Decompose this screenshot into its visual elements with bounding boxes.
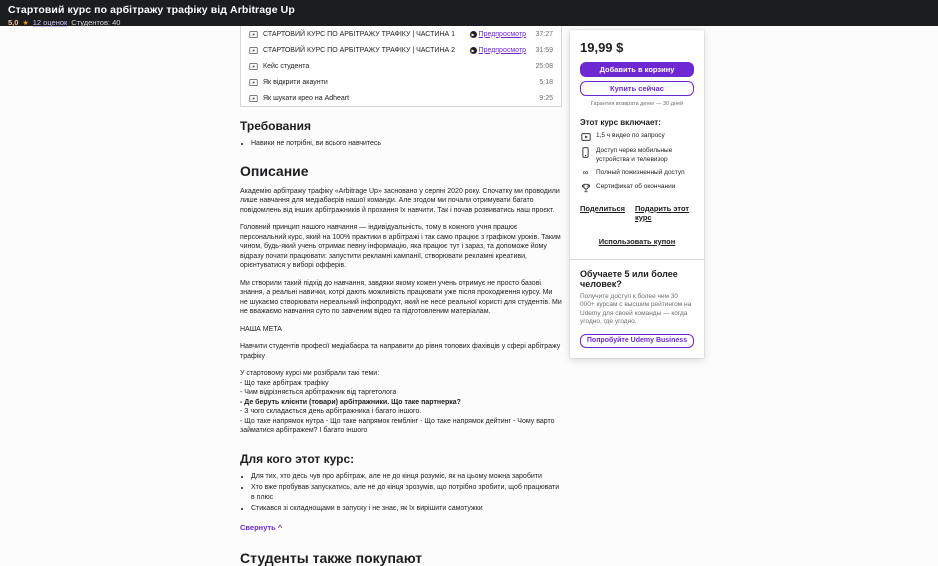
- infinity-icon: ∞: [582, 168, 589, 177]
- audience-item: • Для тих, хто десь чув про арбітраж, але не до кінця розуміє, як на цьому можна заробити: [251, 472, 562, 482]
- lecture-row[interactable]: [241, 74, 561, 90]
- audience-section: [240, 452, 562, 535]
- lecture-row[interactable]: [241, 42, 561, 58]
- rating-value: 5,0: [8, 18, 19, 27]
- also-buy-section: [240, 550, 562, 566]
- sidebar-divider: [570, 259, 704, 260]
- include-label: Полный пожизненный доступ: [596, 169, 685, 176]
- video-icon: [580, 132, 591, 142]
- description-heading: Описание: [240, 162, 309, 179]
- lecture-title: СТАРТОВИЙ КУРС ПО АРБІТРАЖУ ТРАФІКУ | ЧАСТИНА 1: [263, 30, 455, 38]
- video-lecture-icon: [249, 62, 258, 71]
- preview-link[interactable]: [470, 31, 526, 38]
- purchase-sidebar: [570, 30, 704, 358]
- buy-now-button[interactable]: Купить сейчас: [580, 81, 694, 96]
- play-circle-icon: ▶: [471, 47, 475, 53]
- requirements-section: [240, 119, 562, 149]
- business-text: Получите доступ к более чем 30 000+ курсам с высшим рейтингом на Udemy для своей команды — когда угодно, где угодно.: [580, 292, 692, 325]
- share-link[interactable]: Поделиться: [580, 203, 626, 213]
- course-header-banner: [0, 0, 938, 26]
- share-gift-row: [580, 204, 694, 222]
- lecture-duration: 9:25: [539, 94, 553, 102]
- description-paragraph: Академію арбітражу трафіку «Arbitrage Up» засновано у серпні 2020 року. Спочатку ми проводили лише навчання для медіабаєрів нашої команди. Але згодом ми почали отримувати багато повідомлень від інших арбітражників й прохання їх навчити. Так і почав розвиватись наш проєкт.: [240, 187, 560, 214]
- video-lecture-icon: [249, 94, 258, 103]
- audience-heading: Для кого этот курс:: [240, 451, 355, 466]
- include-item: [580, 147, 694, 164]
- preview-label: Предпросмотр: [478, 30, 526, 38]
- lecture-duration: 37:27: [535, 30, 553, 38]
- lecture-duration: 25:08: [535, 62, 553, 70]
- lecture-duration: 31:59: [535, 46, 553, 54]
- lecture-title: Як шукати крео на Adheart: [263, 94, 350, 102]
- video-lecture-icon: [249, 46, 258, 55]
- collapse-link[interactable]: Свернуть ^: [240, 522, 283, 532]
- try-udemy-business-button[interactable]: Попробуйте Udemy Business: [580, 334, 694, 348]
- requirements-heading: Требования: [240, 119, 311, 133]
- lecture-title: Як відкрити акаунти: [263, 78, 328, 86]
- description-paragraph: Ми створили такий підхід до навчання, завдяки якому кожен учень отримує не просто базові знання, а реальні навички, котрі дають можливість працювати уже після проходження курсу. Ми не шукаємо створювати нереальний інфопродукт, який не несе реальної користі для студентів. Ми не вважаємо навчання суто по завченим відео та підготовленим матеріалам.: [240, 279, 562, 315]
- students-count: Студентов: 40: [71, 18, 121, 27]
- audience-item: • Хто вже пробував запускатись, але не до кінця зрозумів, що потрібно зробити, щоб працювати в плюс: [251, 483, 562, 502]
- video-lecture-icon: [249, 30, 258, 39]
- lecture-title: Кейс студента: [263, 62, 310, 70]
- main-content: [240, 26, 562, 566]
- include-label: Доступ через мобильные устройства и телевизор: [596, 147, 673, 163]
- course-price: 19,99 $: [580, 40, 624, 55]
- goal-label: НАША МЕТА: [240, 325, 282, 333]
- preview-link[interactable]: [470, 47, 526, 54]
- audience-item: • Стикався зі складнощами в запуску і не знає, як їх вирішити самотужки: [251, 504, 562, 514]
- star-icon: ★: [22, 19, 29, 27]
- topic-line: - Де беруть клієнти (товари) арбітражники. Що таке партнерка?: [240, 398, 461, 406]
- goal-text: Навчити студентів професії медіабаєра та направити до рівня топових фахівців у сфері арбітражу трафіку: [240, 343, 561, 360]
- business-heading: Обучаете 5 или более человек?: [580, 268, 678, 289]
- topic-line: - Що таке напрямок нутра - Що таке напрямок гемблінг - Що таке напрямок дейтинг - Чому варто займатися арбітражем? І багато іншого: [240, 417, 555, 434]
- trophy-icon: [580, 183, 591, 193]
- lecture-row[interactable]: [241, 58, 561, 74]
- include-item: [580, 183, 694, 193]
- includes-heading: Этот курс включает:: [580, 118, 661, 127]
- include-item: [580, 169, 694, 178]
- curriculum-card: [240, 26, 562, 107]
- topic-line: - З чого складається день арбітражника і багато іншого.: [240, 408, 422, 415]
- money-back-guarantee: Гарантия возврата денег — 30 дней: [590, 101, 684, 107]
- include-item: [580, 132, 694, 142]
- coupon-row: [580, 231, 694, 249]
- video-lecture-icon: [249, 78, 258, 87]
- add-to-cart-button[interactable]: Добавить в корзину: [580, 62, 694, 77]
- description-paragraph: Головний принцип нашого навчання — індивідуальність, тому в кожного учня працює персональний курс, який на 100% практики в арбітражі і так само працює з графіком уроків. Таким чином, будь-який учень отримає певну інформацію, яка працює тут і зараз, та допоможе йому відразу почати працювати: запустити рекламні кампанії, створювати рекламні креативи, орієнтуватися у виборі офферів.: [240, 224, 561, 269]
- topic-line: - Чим відрізняється арбітражник від таргетолога: [240, 389, 397, 396]
- lecture-row[interactable]: [241, 26, 561, 42]
- mobile-icon: [580, 147, 591, 164]
- also-buy-heading: Студенты также покупают: [240, 549, 423, 566]
- udemy-business-promo: [580, 269, 694, 348]
- lecture-title: СТАРТОВИЙ КУРС ПО АРБІТРАЖУ ТРАФІКУ | ЧАСТИНА 2: [263, 46, 455, 54]
- preview-label: Предпросмотр: [478, 46, 526, 54]
- play-circle-icon: ▶: [471, 31, 475, 37]
- gift-course-link[interactable]: Подарить этот курс: [635, 203, 690, 222]
- include-label: 1,5 ч видео по запросу: [596, 132, 665, 139]
- include-label: Сертификат об окончании: [596, 182, 676, 190]
- apply-coupon-link[interactable]: Использовать купон: [598, 236, 676, 246]
- requirement-item: • Навики не потрібні, ви всього навчитесь: [251, 139, 562, 149]
- course-title: Стартовий курс по арбітражу трафіку від Arbitrage Up: [8, 4, 295, 16]
- ratings-count-link[interactable]: 12 оценок: [32, 18, 68, 27]
- topics-intro: У стартовому курсі ми розібрали такі теми:: [240, 370, 380, 377]
- lecture-row[interactable]: [241, 90, 561, 106]
- lecture-duration: 5:18: [539, 78, 553, 86]
- description-section: [240, 163, 562, 436]
- topic-line: - Що таке арбітраж трафіку: [240, 379, 329, 387]
